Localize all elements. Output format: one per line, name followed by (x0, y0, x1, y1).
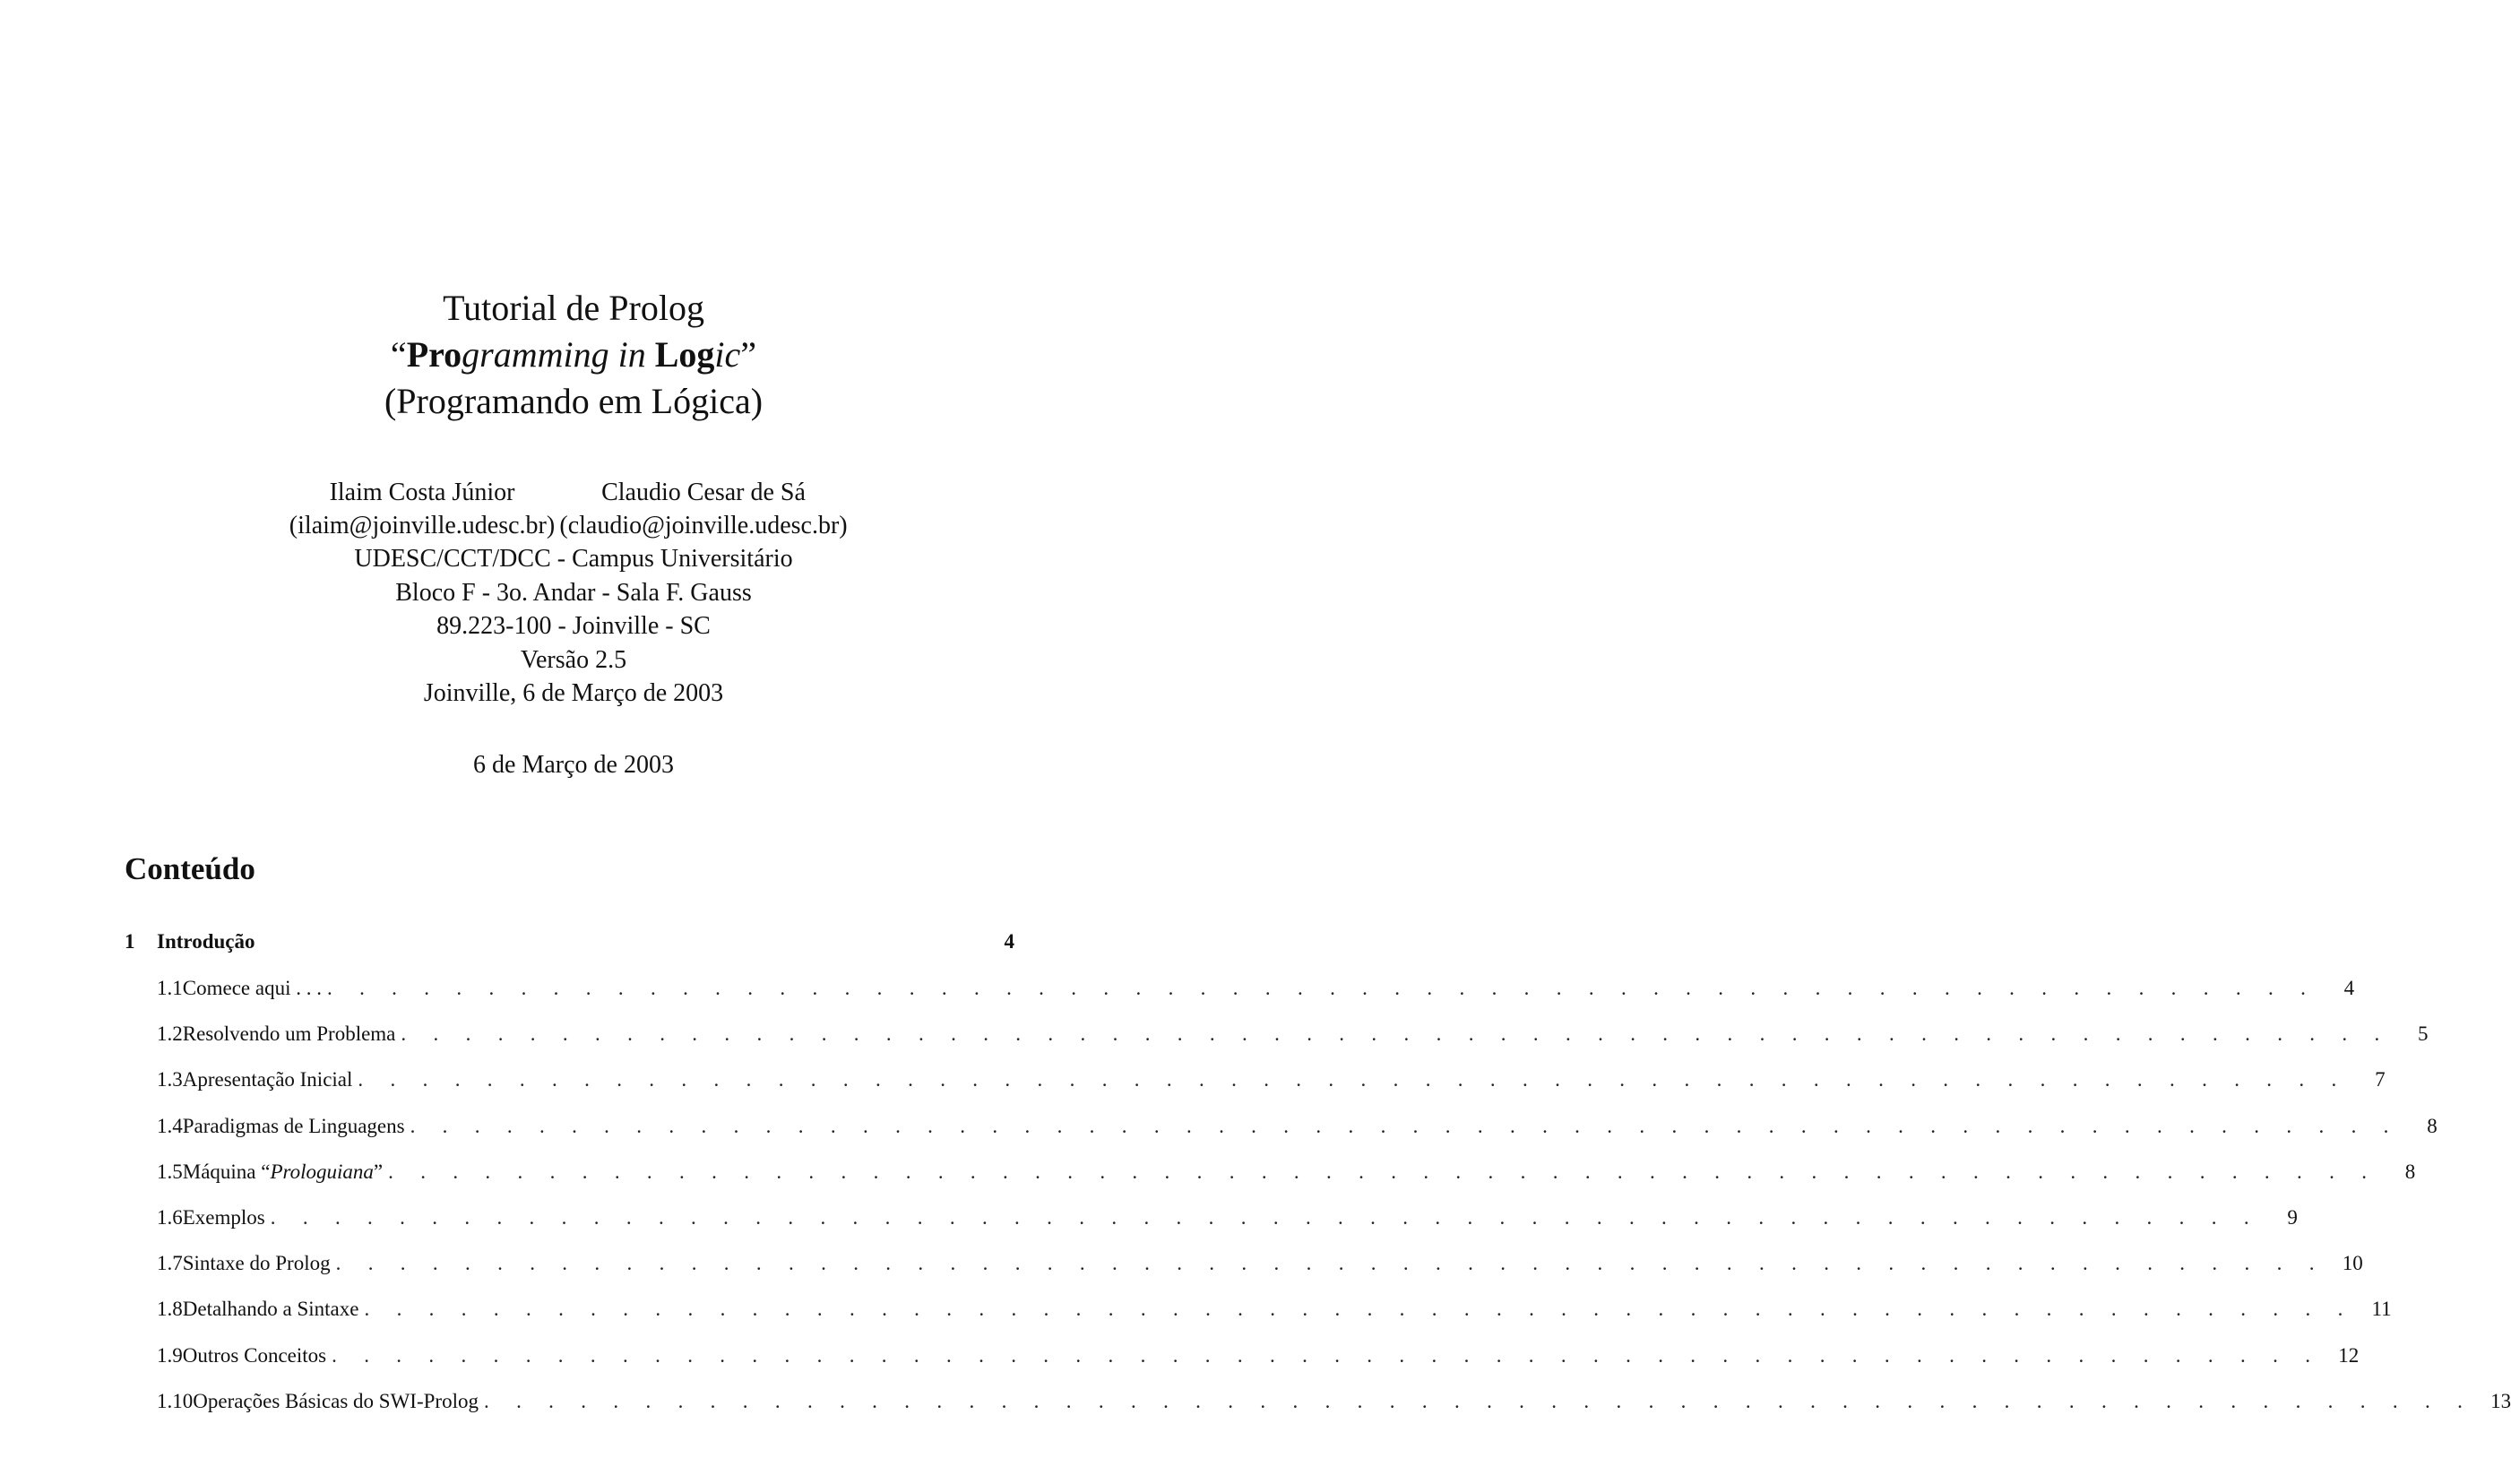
entry-title-prefix: Máquina “ (182, 1160, 271, 1183)
chapter-title: Introdução (157, 930, 255, 953)
authors-block (0, 476, 1147, 711)
entry-title: Exemplos (182, 1205, 265, 1229)
entry-page: 8 (2404, 1160, 2416, 1183)
entry-title: Resolvendo um Problema (182, 1022, 396, 1046)
toc-entry[interactable] (125, 1294, 2392, 1324)
toc-entry[interactable] (125, 1341, 2360, 1371)
title-block (0, 285, 1147, 425)
entry-number: 1.10 (157, 1389, 194, 1412)
entry-title: Apresentação Inicial (182, 1068, 353, 1091)
entry-page: 11 (2371, 1298, 2392, 1321)
author-left-email: (ilaim@joinville.udesc.br) (289, 512, 556, 539)
entry-page: 4 (2343, 977, 2355, 999)
toc-heading: Conteúdo (125, 851, 255, 886)
author-left-name: Ilaim Costa Júnior (329, 479, 515, 506)
title-translation: (Programando em Lógica) (384, 381, 764, 421)
affiliation-lines (0, 542, 1147, 711)
dot-leader: . . . . . . . . . . . . . . . . . . . . . . . . . . . . . . . . . . . . . . . . . . . . . . . . . . . . . . . . . . . . . . (270, 1205, 2260, 1229)
entry-page: 7 (2375, 1068, 2386, 1091)
title-subtitle (0, 332, 1147, 378)
entry-number: 1.5 (157, 1160, 183, 1183)
toc-entry[interactable] (125, 1111, 2438, 1142)
dot-leader: . . . . . . . . . . . . . . . . . . . . . . . . . . . . . . . . . . . . . . . . . . . . . . . . . . . . . . . . . . . . . . (326, 977, 2317, 999)
dot-leader: . . . . . . . . . . . . . . . . . . . . . . . . . . . . . . . . . . . . . . . . . . . . . . . . . . . . . . . . . . . . . . (335, 1252, 2325, 1275)
dot-leader: . . . . . . . . . . . . . . . . . . . . . . . . . . . . . . . . . . . . . . . . . . . . . . . . . . . . . . . . . . . . . . (364, 1298, 2354, 1321)
subtitle-italic-gramming: gramming in (462, 334, 655, 375)
entry-page: 12 (2338, 1343, 2360, 1367)
toc-entry[interactable] (125, 1065, 2386, 1095)
entry-page: 8 (2427, 1114, 2438, 1137)
entry-page: 9 (2287, 1205, 2298, 1229)
entry-page: 13 (2490, 1389, 2511, 1412)
entry-title-suffix: ” (373, 1160, 384, 1183)
dot-leader: . . . . . . . . . . . . . . . . . . . . . . . . . . . . . . . . . . . . . . . . . . . . . . . . . . . . . . . . . . . . . . (388, 1160, 2378, 1183)
toc-entry[interactable] (125, 1157, 2416, 1187)
entry-title: Sintaxe do Prolog (182, 1252, 331, 1275)
entry-page: 10 (2342, 1252, 2363, 1275)
chapter-number: 1 (125, 930, 135, 953)
dot-leader: . . . . . . . . . . . . . . . . . . . . . . . . . . . . . . . . . . . . . . . . . . . . . . . . . . . . . . . . . . . . . . (483, 1389, 2474, 1412)
toc-entry[interactable] (125, 1386, 2511, 1417)
place-date: Joinville, 6 de Março de 2003 (423, 679, 724, 707)
institution: UDESC/CCT/DCC - Campus Universitário (354, 545, 793, 573)
dot-leader: . . . . . . . . . . . . . . . . . . . . . . . . . . . . . . . . . . . . . . . . . . . . . . . . . . . . . . . . . . . . . . (358, 1068, 2348, 1091)
entry-title: Outros Conceitos (182, 1343, 327, 1367)
entry-title: Operações Básicas do SWI-Prolog (193, 1389, 479, 1412)
entry-number: 1.8 (157, 1298, 183, 1321)
dot-leader: . . . . . . . . . . . . . . . . . . . . . . . . . . . . . . . . . . . . . . . . . . . . . . . . . . . . . . . . . . . . . . (401, 1022, 2391, 1046)
author-right-name: Claudio Cesar de Sá (601, 479, 806, 506)
document-date: 6 de Março de 2003 (473, 751, 674, 779)
entry-title: Detalhando a Sintaxe (182, 1298, 359, 1321)
open-quote: “ (390, 334, 407, 375)
entry-number: 1.3 (157, 1068, 183, 1091)
toc-entry[interactable] (125, 1203, 2298, 1233)
subtitle-italic-ic: ic (714, 334, 741, 375)
toc-chapter[interactable] (125, 927, 1014, 957)
postal-address: 89.223-100 - Joinville - SC (436, 612, 711, 640)
subtitle-bold-pro: Pro (406, 334, 462, 375)
author-right-email: (claudio@joinville.udesc.br) (559, 512, 848, 539)
close-quote: ” (740, 334, 757, 375)
entry-title: Paradigmas de Linguagens (182, 1114, 405, 1137)
entry-page: 5 (2418, 1022, 2429, 1046)
title-main: Tutorial de Prolog (443, 288, 704, 328)
table-of-contents (125, 927, 2511, 1432)
entry-title-italic: Prologuiana (270, 1160, 374, 1183)
entry-number: 1.2 (157, 1022, 183, 1046)
entry-number: 1.9 (157, 1343, 183, 1367)
dot-leader: . . . . . . . . . . . . . . . . . . . . . . . . . . . . . . . . . . . . . . . . . . . . . . . . . . . . . . . . . . . . . . (332, 1343, 2322, 1367)
entry-title (183, 1157, 388, 1187)
version: Versão 2.5 (520, 645, 627, 674)
toc-entry[interactable] (125, 1019, 2429, 1049)
author-names-row (0, 476, 1147, 509)
entry-title: Comece aqui . . . (182, 977, 322, 999)
dot-leader: . . . . . . . . . . . . . . . . . . . . . . . . . . . . . . . . . . . . . . . . . . . . . . . . . . . . . . . . . . . . . . (410, 1114, 2400, 1137)
entry-number: 1.4 (157, 1114, 183, 1137)
chapter-page: 4 (1004, 930, 1014, 953)
author-emails-row (0, 509, 1147, 542)
subtitle-bold-log: Log (654, 334, 715, 375)
toc-entry[interactable] (125, 1248, 2363, 1279)
toc-entry[interactable] (125, 973, 2355, 1004)
entry-number: 1.6 (157, 1205, 183, 1229)
entry-number: 1.7 (157, 1252, 183, 1275)
entry-number: 1.1 (157, 977, 183, 999)
building-location: Bloco F - 3o. Andar - Sala F. Gauss (395, 578, 752, 607)
